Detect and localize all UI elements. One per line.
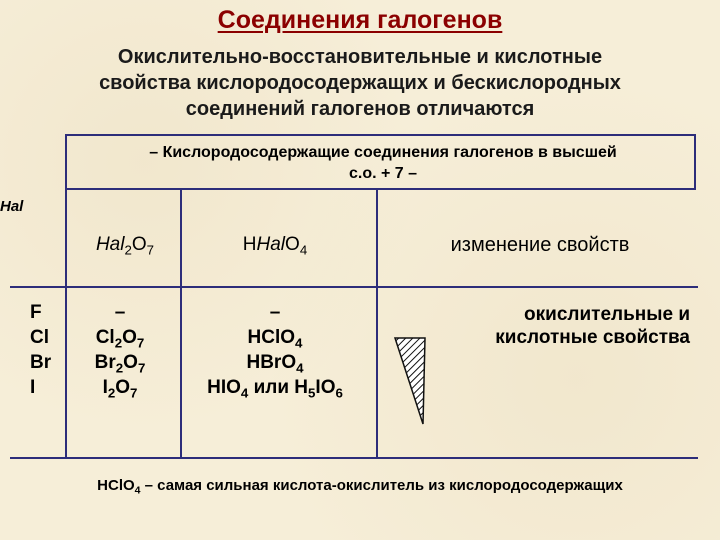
acid-br: HBrO$_4$ (246, 352, 304, 376)
oxide-list (70, 300, 170, 400)
oxide-cl: $Cl_2O_7$ (95, 327, 145, 351)
table-top-border (65, 134, 695, 136)
column-divider (180, 188, 182, 458)
column-head-oxide: $Hal_2O_7$ (95, 234, 155, 258)
acid-i: $HIO_4$ или $H_5IO_6$ (207, 377, 343, 401)
trend-wedge-icon (393, 336, 427, 426)
subtitle (30, 44, 690, 122)
subtitle-line: Окислительно-восстановительные и кислотные (117, 46, 603, 68)
header-bottom-border (65, 188, 696, 190)
table-left-border (65, 134, 67, 458)
acid-f: – (269, 302, 281, 323)
element-cl: Cl (30, 327, 49, 348)
row-divider (10, 286, 698, 288)
column-divider (376, 188, 378, 458)
oxide-f: – (114, 302, 126, 323)
row-label-hal: Hal (0, 198, 24, 215)
column-head-properties: изменение свойств (450, 234, 630, 256)
element-br: Br (30, 352, 52, 373)
page-title: Соединения галогенов (217, 6, 503, 34)
acid-list (190, 300, 360, 400)
oxide-i: $I_2O_7$ (102, 377, 138, 401)
table-bottom-border (10, 457, 698, 459)
table-header-line: с.о. + 7 – (348, 165, 418, 182)
oxide-br: $Br_2O_7$ (94, 352, 146, 376)
table-header (70, 142, 696, 184)
subtitle-line: соединений галогенов отличаются (185, 98, 535, 120)
element-list (30, 300, 51, 400)
acid-cl: HClO$_4$ (247, 327, 303, 351)
properties-text (420, 303, 690, 349)
element-i: I (30, 377, 36, 398)
properties-line: кислотные свойства (495, 327, 690, 348)
footnote: HClO$_4$ – самая сильная кислота-окислитель из кислородосодержащих (97, 477, 623, 497)
subtitle-line: свойства кислородосодержащих и бескислородных (99, 72, 621, 94)
element-f: F (30, 302, 42, 323)
properties-line: окислительные и (524, 304, 690, 325)
column-head-acid: HHalO$_4$ (242, 234, 308, 258)
table-header-line: – Кислородосодержащие соединения галогенов в высшей (149, 144, 617, 161)
